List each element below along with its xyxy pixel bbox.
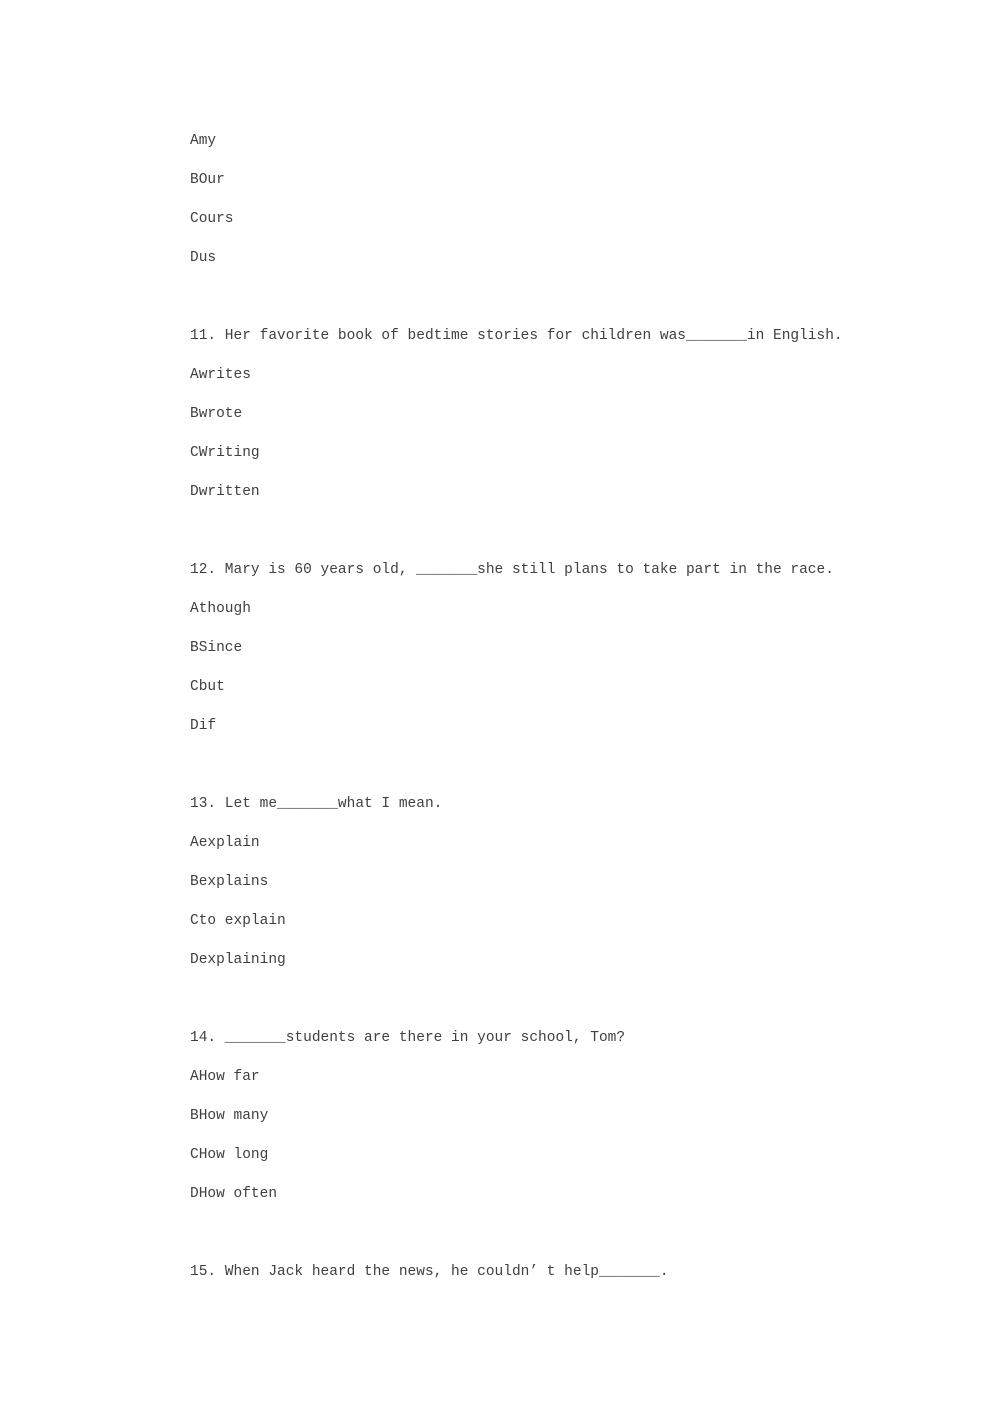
block-spacer: [190, 278, 953, 317]
option-line: Bexplains: [190, 874, 269, 890]
question-block-13: [190, 785, 953, 980]
option-group-leading: [190, 122, 953, 278]
question-text: 12. Mary is 60 years old, _______she still plans to take part in the race.: [190, 562, 834, 578]
option-line: Dwritten: [190, 484, 260, 500]
option-line: Amy: [190, 133, 217, 149]
option-line: Dexplaining: [190, 952, 286, 968]
option-line: Aexplain: [190, 835, 260, 851]
question-block-12: [190, 551, 953, 746]
block-spacer: [190, 746, 953, 785]
option-line: Dus: [190, 250, 217, 266]
option-line: BSince: [190, 640, 243, 656]
block-spacer: [190, 980, 953, 1019]
option-line: Cto explain: [190, 913, 286, 929]
block-spacer: [190, 1214, 953, 1253]
question-block-11: [190, 317, 953, 512]
option-line: DHow often: [190, 1186, 278, 1202]
option-line: Athough: [190, 601, 251, 617]
question-block-15: [190, 1253, 953, 1292]
option-line: CHow long: [190, 1147, 269, 1163]
option-line: Cbut: [190, 679, 225, 695]
question-text: 14. _______students are there in your school, Tom?: [190, 1030, 626, 1046]
option-line: Bwrote: [190, 406, 243, 422]
option-line: BOur: [190, 172, 225, 188]
option-line: CWriting: [190, 445, 260, 461]
question-text: 11. Her favorite book of bedtime stories for children was_______in English.: [190, 328, 843, 344]
option-line: AHow far: [190, 1069, 260, 1085]
option-line: BHow many: [190, 1108, 269, 1124]
block-spacer: [190, 512, 953, 551]
option-line: Awrites: [190, 367, 251, 383]
question-block-14: [190, 1019, 953, 1214]
question-text: 15. When Jack heard the news, he couldn’ t help_______.: [190, 1264, 669, 1280]
option-line: Dif: [190, 718, 217, 734]
option-line: Cours: [190, 211, 234, 227]
question-text: 13. Let me_______what I mean.: [190, 796, 443, 812]
